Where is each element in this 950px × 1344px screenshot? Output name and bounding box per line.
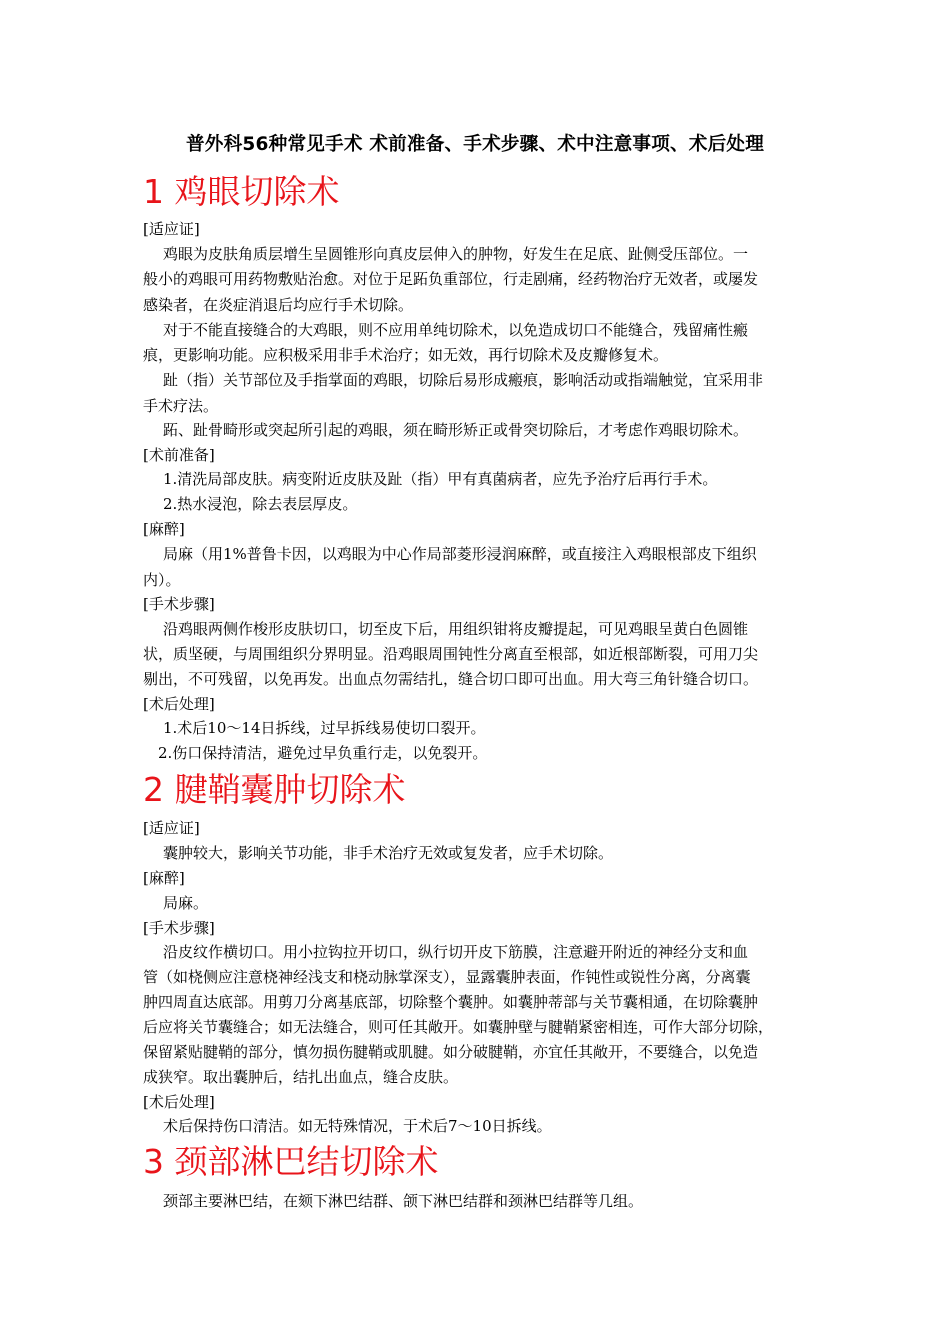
paragraph-line: 鸡眼为皮肤角质层增生呈圆锥形向真皮层伸入的肿物，好发生在足底、趾侧受压部位。一: [163, 245, 749, 263]
section-label: [术后处理]: [143, 695, 215, 713]
paragraph-line: 1.术后10～14日拆线，过早拆线易使切口裂开。: [163, 719, 486, 737]
paragraph-line: 1.清洗局部皮肤。病变附近皮肤及趾（指）甲有真菌病者，应先予治疗后再行手术。: [163, 470, 718, 488]
paragraph-line: 局麻。: [163, 894, 209, 912]
paragraph-line: 颈部主要淋巴结，在颏下淋巴结群、颌下淋巴结群和颈淋巴结群等几组。: [163, 1192, 644, 1210]
document-title: 普外科56种常见手术 术前准备、手术步骤、术中注意事项、术后处理: [186, 134, 764, 155]
paragraph-line: 2.伤口保持清洁，避免过早负重行走，以免裂开。: [158, 744, 488, 762]
paragraph-line: 后应将关节囊缝合；如无法缝合，则可任其敞开。如囊肿壁与腱鞘紧密相连，可作大部分切除，: [143, 1018, 774, 1036]
section-label: [手术步骤]: [143, 919, 215, 937]
section-heading: 1 鸡眼切除术: [143, 172, 340, 211]
paragraph-line: 痕，更影响功能。应积极采用非手术治疗；如无效，再行切除术及皮瓣修复术。: [143, 346, 669, 364]
paragraph-line: 剔出，不可残留，以免再发。出血点勿需结扎，缝合切口即可出血。用大弯三角针缝合切口。: [143, 670, 759, 688]
section-label: [麻醉]: [143, 869, 185, 887]
section-label: [适应证]: [143, 220, 200, 238]
paragraph-line: 囊肿较大，影响关节功能，非手术治疗无效或复发者，应手术切除。: [163, 844, 614, 862]
paragraph-line: 状，质坚硬，与周围组织分界明显。沿鸡眼周围钝性分离直至根部，如近根部断裂，可用刀尖: [143, 645, 759, 663]
paragraph-line: 管（如桡侧应注意桡神经浅支和桡动脉掌深支），显露囊肿表面，作钝性或锐性分离，分离囊: [143, 968, 751, 986]
paragraph-line: 术后保持伤口清洁。如无特殊情况，于术后7～10日拆线。: [163, 1117, 552, 1135]
paragraph-line: 感染者，在炎症消退后均应行手术切除。: [143, 296, 414, 314]
paragraph-line: 手术疗法。: [143, 397, 219, 415]
section-label: [术前准备]: [143, 446, 215, 464]
paragraph-line: 趾（指）关节部位及手指掌面的鸡眼，切除后易形成瘢痕，影响活动或指端触觉，宜采用非: [163, 371, 764, 389]
paragraph-line: 内）。: [143, 571, 181, 589]
section-label: [适应证]: [143, 819, 200, 837]
paragraph-line: 对于不能直接缝合的大鸡眼，则不应用单纯切除术，以免造成切口不能缝合，残留痛性瘢: [163, 321, 749, 339]
paragraph-line: 沿皮纹作横切口。用小拉钩拉开切口，纵行切开皮下筋膜，注意避开附近的神经分支和血: [163, 943, 749, 961]
section-label: [术后处理]: [143, 1093, 215, 1111]
section-label: [手术步骤]: [143, 595, 215, 613]
paragraph-line: 沿鸡眼两侧作梭形皮肤切口，切至皮下后，用组织钳将皮瓣提起，可见鸡眼呈黄白色圆锥: [163, 620, 749, 638]
paragraph-line: 2.热水浸泡，除去表层厚皮。: [163, 495, 358, 513]
paragraph-line: 保留紧贴腱鞘的部分，慎勿损伤腱鞘或肌腱。如分破腱鞘，亦宜任其敞开，不要缝合，以免造: [143, 1043, 759, 1061]
paragraph-line: 般小的鸡眼可用药物敷贴治愈。对位于足跖负重部位，行走剧痛，经药物治疗无效者，或屡发: [143, 270, 759, 288]
paragraph-line: 跖、趾骨畸形或突起所引起的鸡眼，须在畸形矫正或骨突切除后，才考虑作鸡眼切除术。: [163, 421, 749, 439]
section-heading: 2 腱鞘囊肿切除术: [143, 770, 406, 809]
section-label: [麻醉]: [143, 520, 185, 538]
paragraph-line: 成狭窄。取出囊肿后，结扎出血点，缝合皮肤。: [143, 1068, 459, 1086]
paragraph-line: 局麻（用1%普鲁卡因，以鸡眼为中心作局部菱形浸润麻醉，或直接注入鸡眼根部皮下组织: [163, 545, 757, 563]
paragraph-line: 肿四周直达底部。用剪刀分离基底部，切除整个囊肿。如囊肿蒂部与关节囊相通，在切除囊肿: [143, 993, 759, 1011]
section-heading: 3 颈部淋巴结切除术: [143, 1142, 439, 1181]
